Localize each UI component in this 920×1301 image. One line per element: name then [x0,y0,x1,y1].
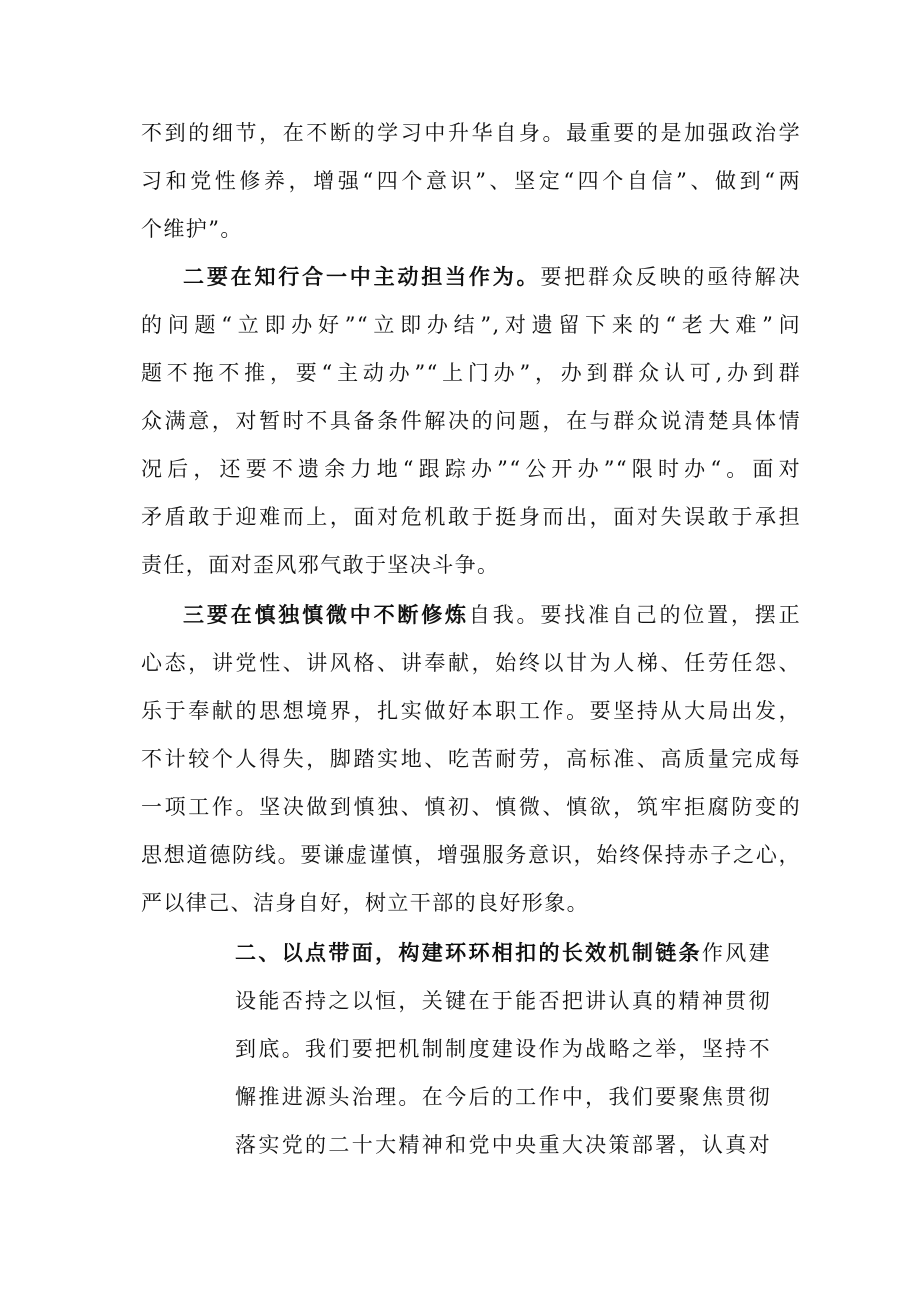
paragraph-2-line-3: 题不拖不推，要“主动办”“上门办”，办到群众认可,办到群 [141,361,801,385]
paragraph-2-line-1-text: 要把群众反映的亟待解决 [540,265,801,289]
paragraph-2-line-7: 责任，面对歪风邪气敢于坚决斗争。 [141,553,500,577]
paragraph-2-line-2: 的问题“立即办好”“立即办结”,对遗留下来的“老大难”问 [141,313,801,337]
paragraph-2-heading: 二要在知行合一中主动担当作为。 [183,264,541,289]
paragraph-2-line-6: 矛盾敢于迎难而上，面对危机敢于挺身而出，面对失误敢于承担 [141,505,801,529]
paragraph-3-line-1-text: 自我。要找准自己的位置，摆正 [468,603,801,627]
paragraph-1-line-1: 不到的细节，在不断的学习中升华自身。最重要的是加强政治学 [141,121,801,145]
section-2-line-3: 到底。我们要把机制制度建设作为战略之举，坚持不 [235,1037,771,1061]
paragraph-3-line-7: 严以律己、洁身自好，树立干部的良好形象。 [141,891,589,915]
paragraph-3-line-1 [183,600,801,630]
section-2-line-4: 懈推进源头治理。在今后的工作中，我们要聚焦贯彻 [235,1085,771,1109]
paragraph-3-line-2: 心态，讲党性、讲风格、讲奉献，始终以甘为人梯、任劳任怨、 [141,651,801,675]
section-2-line-2: 设能否持之以恒，关键在于能否把讲认真的精神贯彻 [235,989,771,1013]
paragraph-2-line-5: 况后，还要不遗余力地“跟踪办”“公开办”“限时办“。面对 [141,457,801,481]
section-2-line-1 [235,938,771,968]
paragraph-2-line-1 [183,262,801,292]
paragraph-1-line-2: 习和党性修养，增强“四个意识”、坚定“四个自信”、做到“两 [141,169,801,193]
paragraph-3-line-5: 一项工作。坚决做到慎独、慎初、慎微、慎欲，筑牢拒腐防变的 [141,795,801,819]
section-2-line-1-text: 作风建 [701,941,771,965]
paragraph-1-line-3: 个维护”。 [141,217,243,241]
paragraph-3-line-3: 乐于奉献的思想境界，扎实做好本职工作。要坚持从大局出发， [141,699,801,723]
section-2-heading: 二、以点带面，构建环环相扣的长效机制链条 [235,940,702,965]
paragraph-3-line-4: 不计较个人得失，脚踏实地、吃苦耐劳，高标准、高质量完成每 [141,747,801,771]
paragraph-3-heading: 三要在慎独慎微中不断修炼 [183,602,469,627]
paragraph-2-line-4: 众满意，对暂时不具备条件解决的问题，在与群众说清楚具体情 [141,409,801,433]
section-2-line-5: 落实党的二十大精神和党中央重大决策部署，认真对 [235,1133,771,1157]
paragraph-3-line-6: 思想道德防线。要谦虚谨慎，增强服务意识，始终保持赤子之心， [141,843,801,867]
